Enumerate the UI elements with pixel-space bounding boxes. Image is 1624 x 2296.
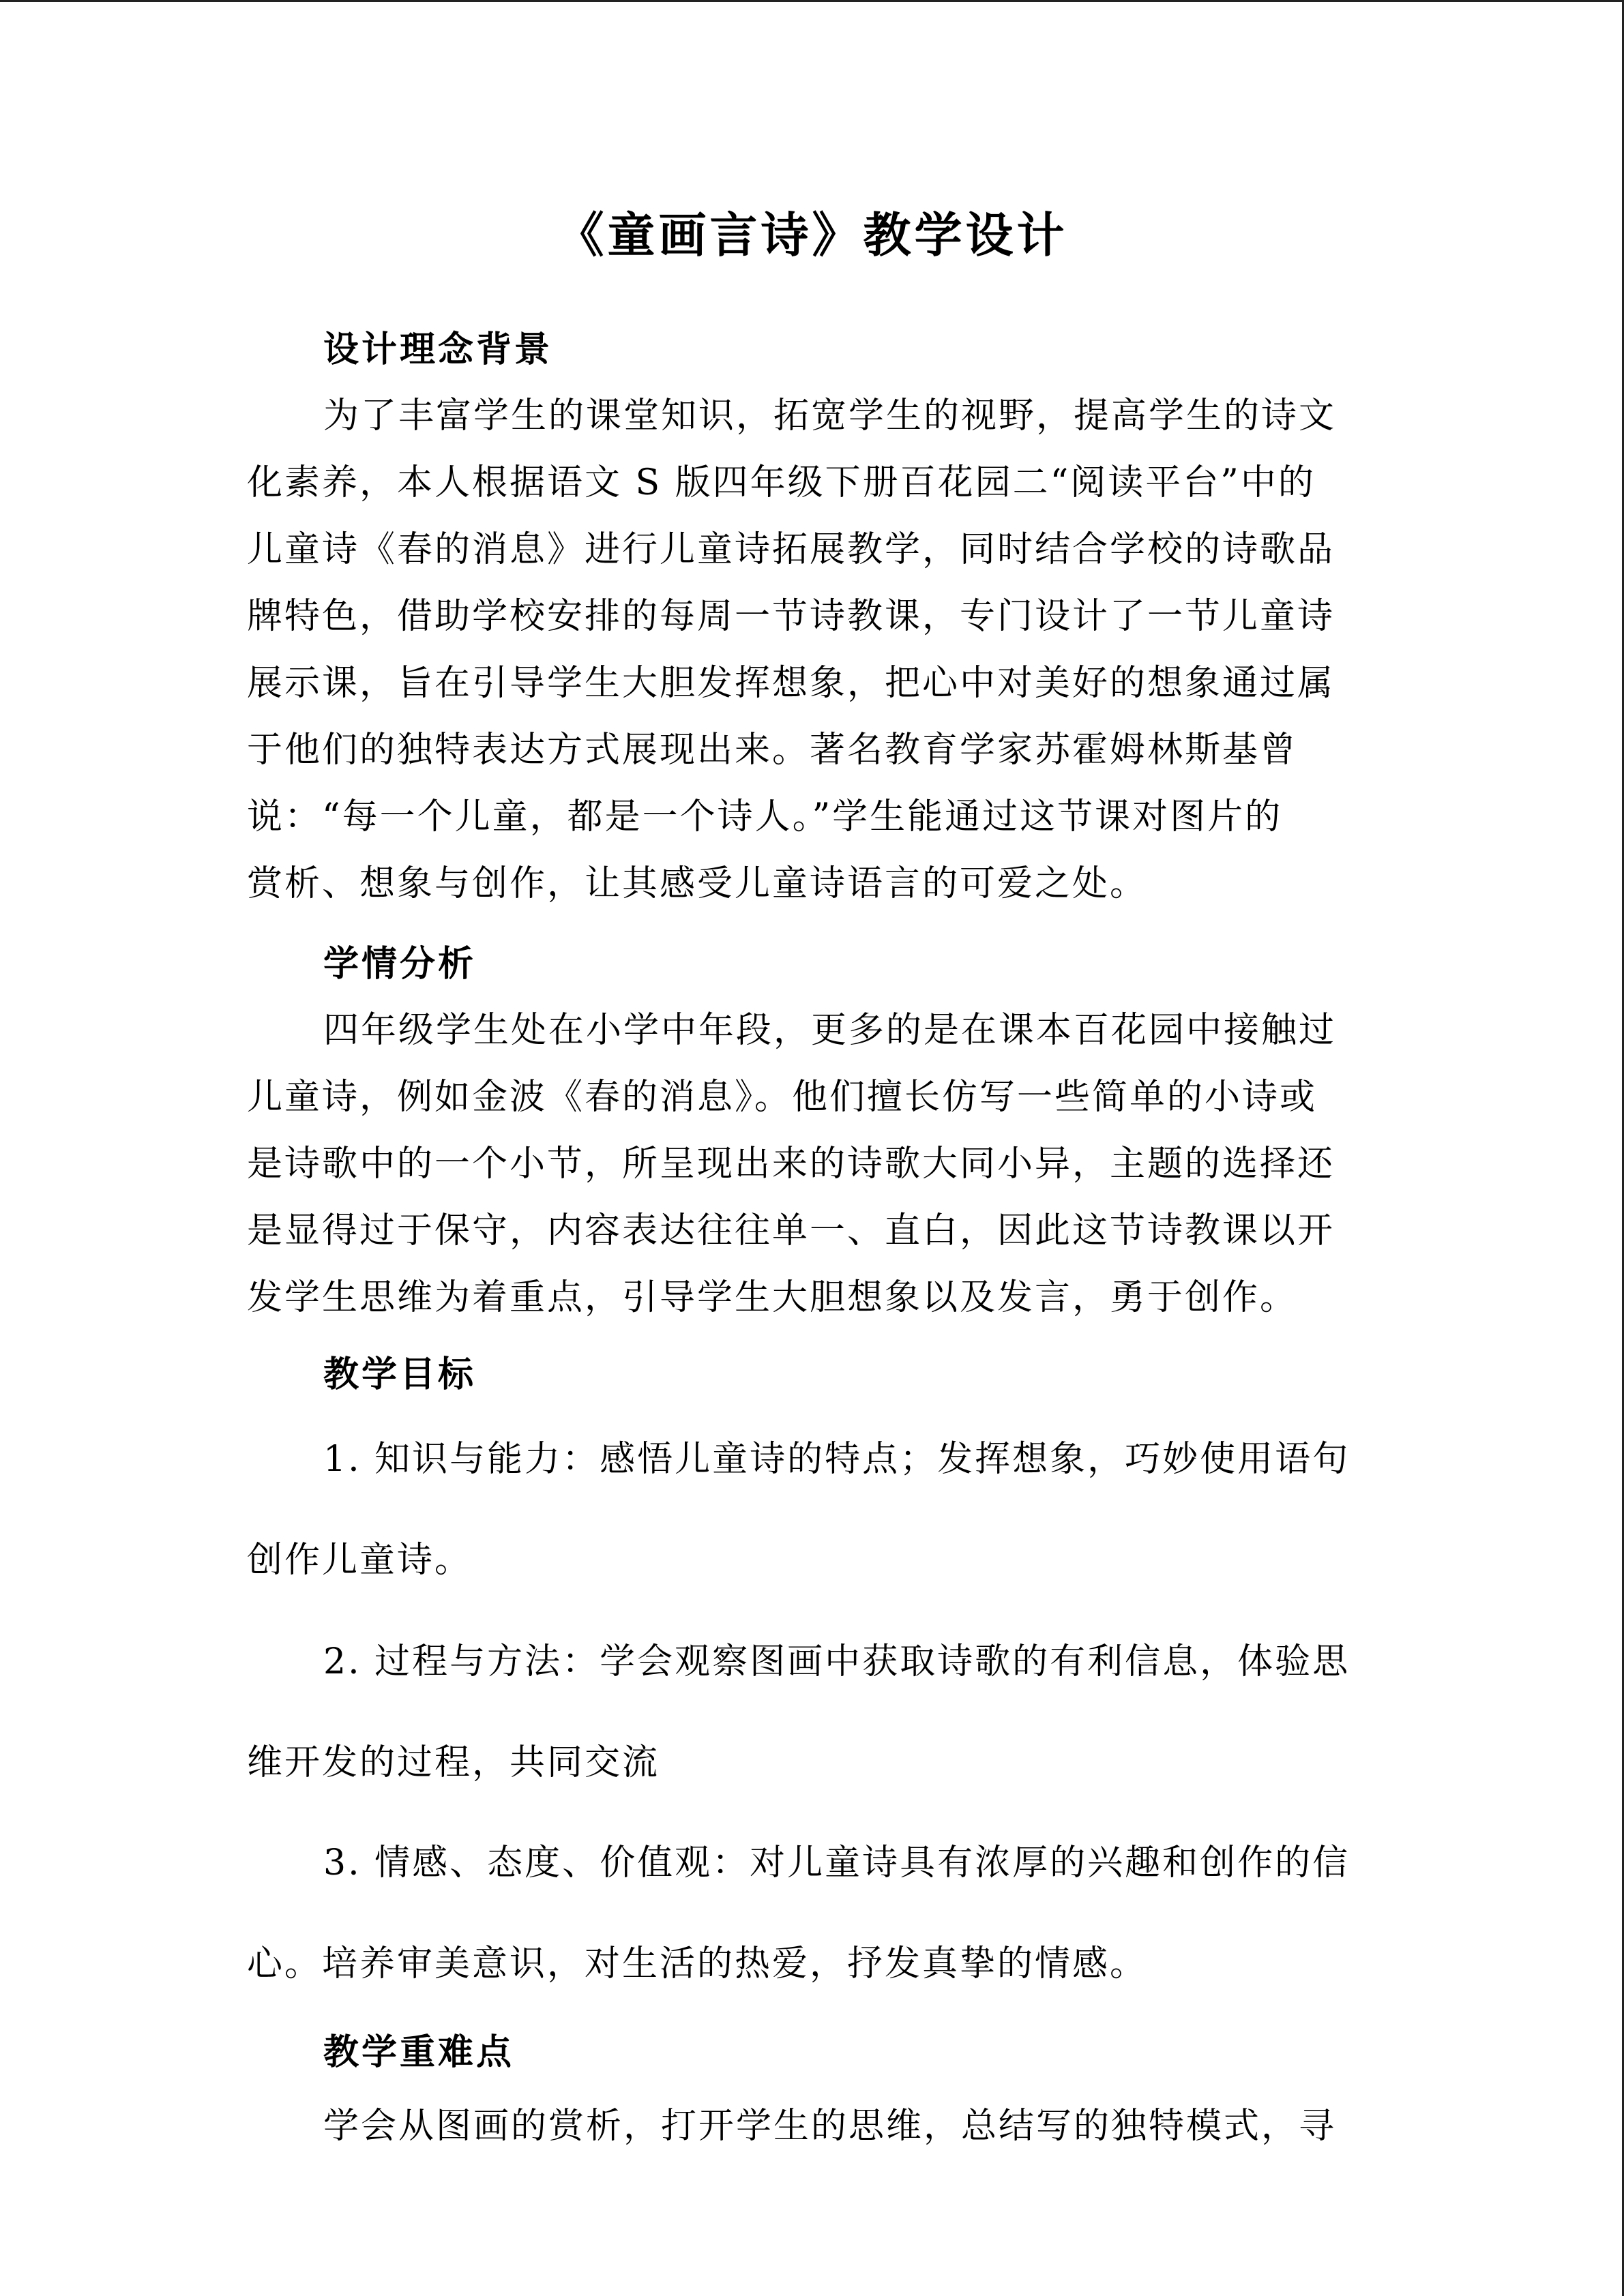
paragraph-line: 是诗歌中的一个小节，所呈现出来的诗歌大同小异，主题的选择还: [247, 1144, 1335, 1184]
paragraph-line: 学会从图画的赏析，打开学生的思维，总结写的独特模式，寻: [323, 2106, 1337, 2147]
paragraph-line: 儿童诗，例如金波《春的消息》。他们擅长仿写一些简单的小诗或: [247, 1077, 1318, 1118]
goal-line: 维开发的过程，共同交流: [247, 1742, 660, 1783]
section-heading-analysis: 学情分析: [323, 943, 477, 985]
paragraph-line: 牌特色，借助学校安排的每周一节诗教课，专门设计了一节儿童诗: [247, 596, 1335, 637]
section-heading-keypoints: 教学重难点: [323, 2031, 515, 2073]
goal-line: 心。培养审美意识，对生活的热爱，抒发真挚的情感。: [247, 1943, 1148, 1984]
paragraph-line: 四年级学生处在小学中年段，更多的是在课本百花园中接触过: [323, 1010, 1337, 1051]
paragraph-line: 说：“每一个儿童，都是一个诗人。”学生能通过这节课对图片的: [247, 796, 1283, 837]
paragraph-line: 化素养，本人根据语文 S 版四年级下册百花园二“阅读平台”中的: [247, 462, 1316, 503]
paragraph-line: 赏析、想象与创作，让其感受儿童诗语言的可爱之处。: [247, 863, 1148, 904]
goal-line: 3. 情感、态度、价值观：对儿童诗具有浓厚的兴趣和创作的信: [323, 1843, 1350, 1883]
paragraph-line: 于他们的独特表达方式展现出来。著名教育学家苏霍姆林斯基曾: [247, 730, 1298, 771]
paragraph-line: 为了丰富学生的课堂知识，拓宽学生的视野，提高学生的诗文: [323, 396, 1337, 436]
section-heading-goals: 教学目标: [323, 1354, 477, 1395]
paragraph-line: 儿童诗《春的消息》进行儿童诗拓展教学，同时结合学校的诗歌品: [247, 529, 1335, 570]
paragraph-analysis: [247, 997, 1352, 1331]
goal-line: 创作儿童诗。: [247, 1540, 473, 1581]
paragraph-background: [247, 383, 1352, 917]
goal-item-2: [247, 1611, 1352, 1813]
goal-line: 2. 过程与方法：学会观察图画中获取诗歌的有利信息，体验思: [323, 1641, 1350, 1682]
paragraph-line: 发学生思维为着重点，引导学生大胆想象以及发言，勇于创作。: [247, 1277, 1298, 1318]
document-title: 《童画言诗》教学设计: [556, 207, 1068, 263]
paragraph-line: 是显得过于保守，内容表达往往单一、直白，因此这节诗教课以开: [247, 1210, 1335, 1251]
goal-item-1: [247, 1409, 1352, 1611]
goal-line: 1. 知识与能力：感悟儿童诗的特点；发挥想象，巧妙使用语句: [323, 1439, 1350, 1480]
paragraph-line: 展示课，旨在引导学生大胆发挥想象，把心中对美好的想象通过属: [247, 663, 1335, 704]
goal-item-3: [247, 1813, 1352, 2014]
section-heading-background: 设计理念背景: [323, 329, 553, 370]
paragraph-keypoints: [247, 2076, 1352, 2177]
